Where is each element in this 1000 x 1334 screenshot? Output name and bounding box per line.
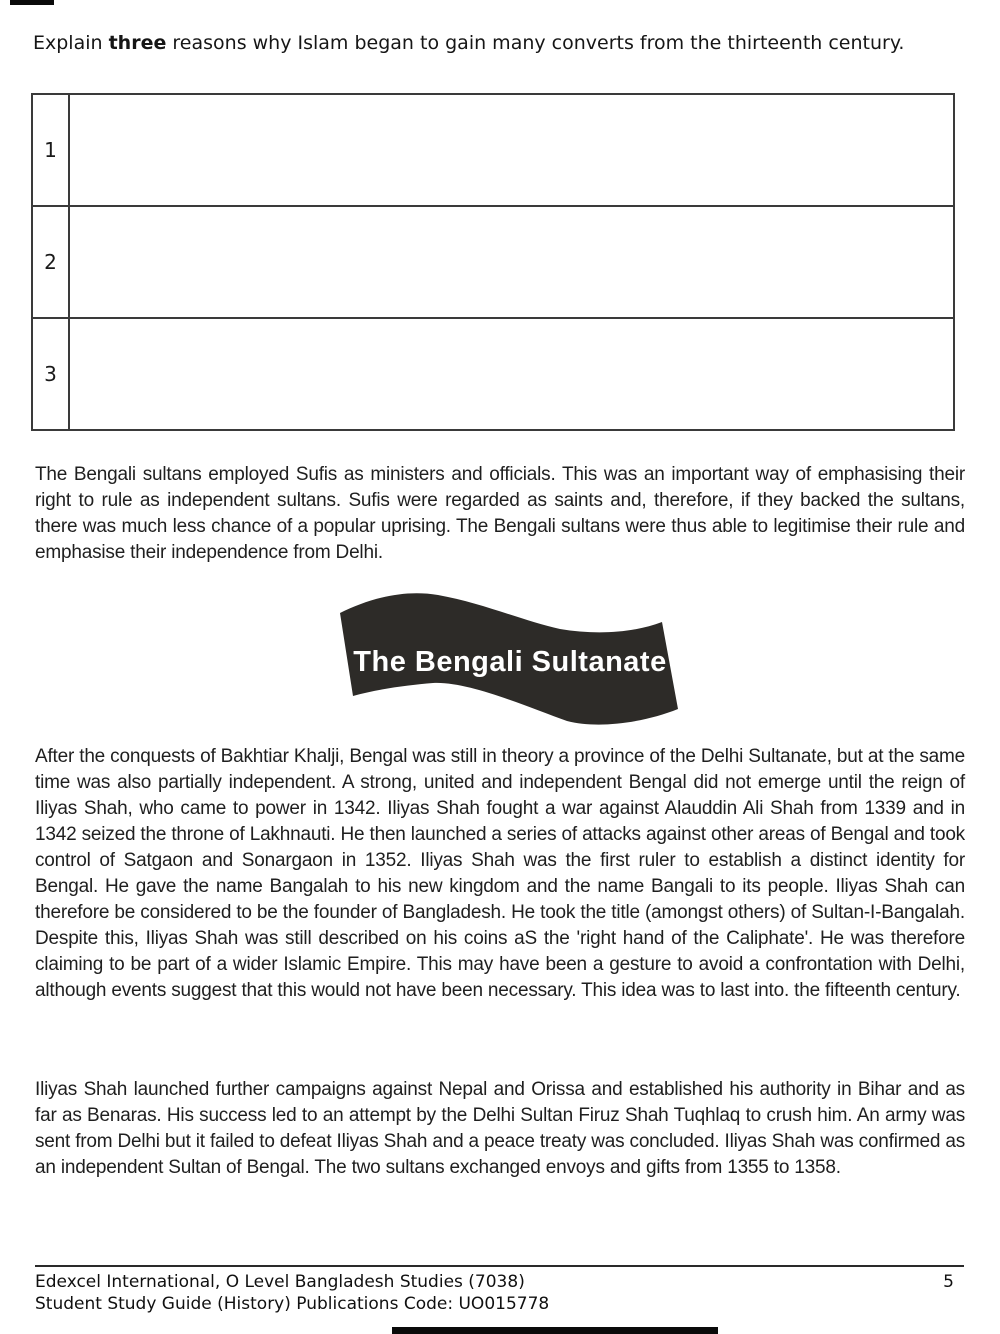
footer [35, 1271, 964, 1315]
footer-line1: Edexcel International, O Level Bangladesh Studies (7038) [35, 1272, 525, 1292]
question-prefix: Explain [33, 32, 109, 54]
footer-divider [35, 1265, 964, 1267]
table-row [32, 94, 954, 206]
answer-cell-3[interactable] [69, 318, 954, 430]
row-number: 1 [32, 94, 69, 206]
row-number: 3 [32, 318, 69, 430]
paragraph-sufis: The Bengali sultans employed Sufis as ministers and officials. This was an important way of emphasising their right to rule as independent sultans. Sufis were regarded as saints and, therefore, if they backed the sultans, there was much less chance of a popular uprising. The Bengali sultans were thus able to legitimise their rule and emphasise their independence from Delhi. [35, 464, 965, 563]
answer-table [31, 93, 955, 431]
banner-title: The Bengali Sultanate [353, 646, 667, 678]
answer-cell-1[interactable] [69, 94, 954, 206]
page-number: 5 [943, 1272, 954, 1292]
table-row [32, 318, 954, 430]
paragraph-campaigns: Iliyas Shah launched further campaigns against Nepal and Orissa and established his authority in Bihar and as far as Benaras. His success led to an attempt by the Delhi Sultan Firuz Shah Tuqhlaq to crush him. An army was sent from Delhi but it failed to defeat Iliyas Shah and a peace treaty was concluded. Iliyas Shah was confirmed as an independent Sultan of Bengal. The two sultans exchanged envoys and gifts from 1355 to 1358. [35, 1079, 965, 1178]
question-bold-word: three [108, 32, 167, 54]
section-banner [338, 587, 688, 727]
question-suffix: reasons why Islam began to gain many converts from the thirteenth century. [166, 32, 905, 54]
footer-line2: Student Study Guide (History) Publications Code: UO015778 [35, 1294, 550, 1314]
answer-cell-2[interactable] [69, 206, 954, 318]
question-text [33, 31, 963, 55]
scan-artifact-top [10, 0, 54, 5]
row-number: 2 [32, 206, 69, 318]
table-row [32, 206, 954, 318]
scan-artifact-bottom [392, 1327, 718, 1334]
paragraph-conquests: After the conquests of Bakhtiar Khalji, Bengal was still in theory a province of the Delhi Sultanate, but at the same time was also partially independent. A strong, united and independent Bengal did not emerge until the reign of Iliyas Shah, who came to power in 1342. Iliyas Shah fought a war against Alauddin Ali Shah from 1339 and in 1342 seized the throne of Lakhnauti. He then launched a series of attacks against other areas of Bengal and took control of Satgaon and Sonargaon in 1352. Iliyas Shah was the first ruler to establish a distinct identity for Bengal. He gave the name Bangalah to his new kingdom and the name Bangali to its people. Iliyas Shah can therefore be considered to be the founder of Bangladesh. He took the title (amongst others) of Sultan-I-Bangalah. Despite this, Iliyas Shah was still described on his coins aS the 'right hand of the Caliphate'. He was therefore claiming to be part of a wider Islamic Empire. This may have been a gesture to avoid a confrontation with Delhi, although events suggest that this would not have been necessary. This idea was to last into. the fifteenth century. [35, 746, 965, 1001]
banner-ribbon-graphic [338, 587, 688, 727]
